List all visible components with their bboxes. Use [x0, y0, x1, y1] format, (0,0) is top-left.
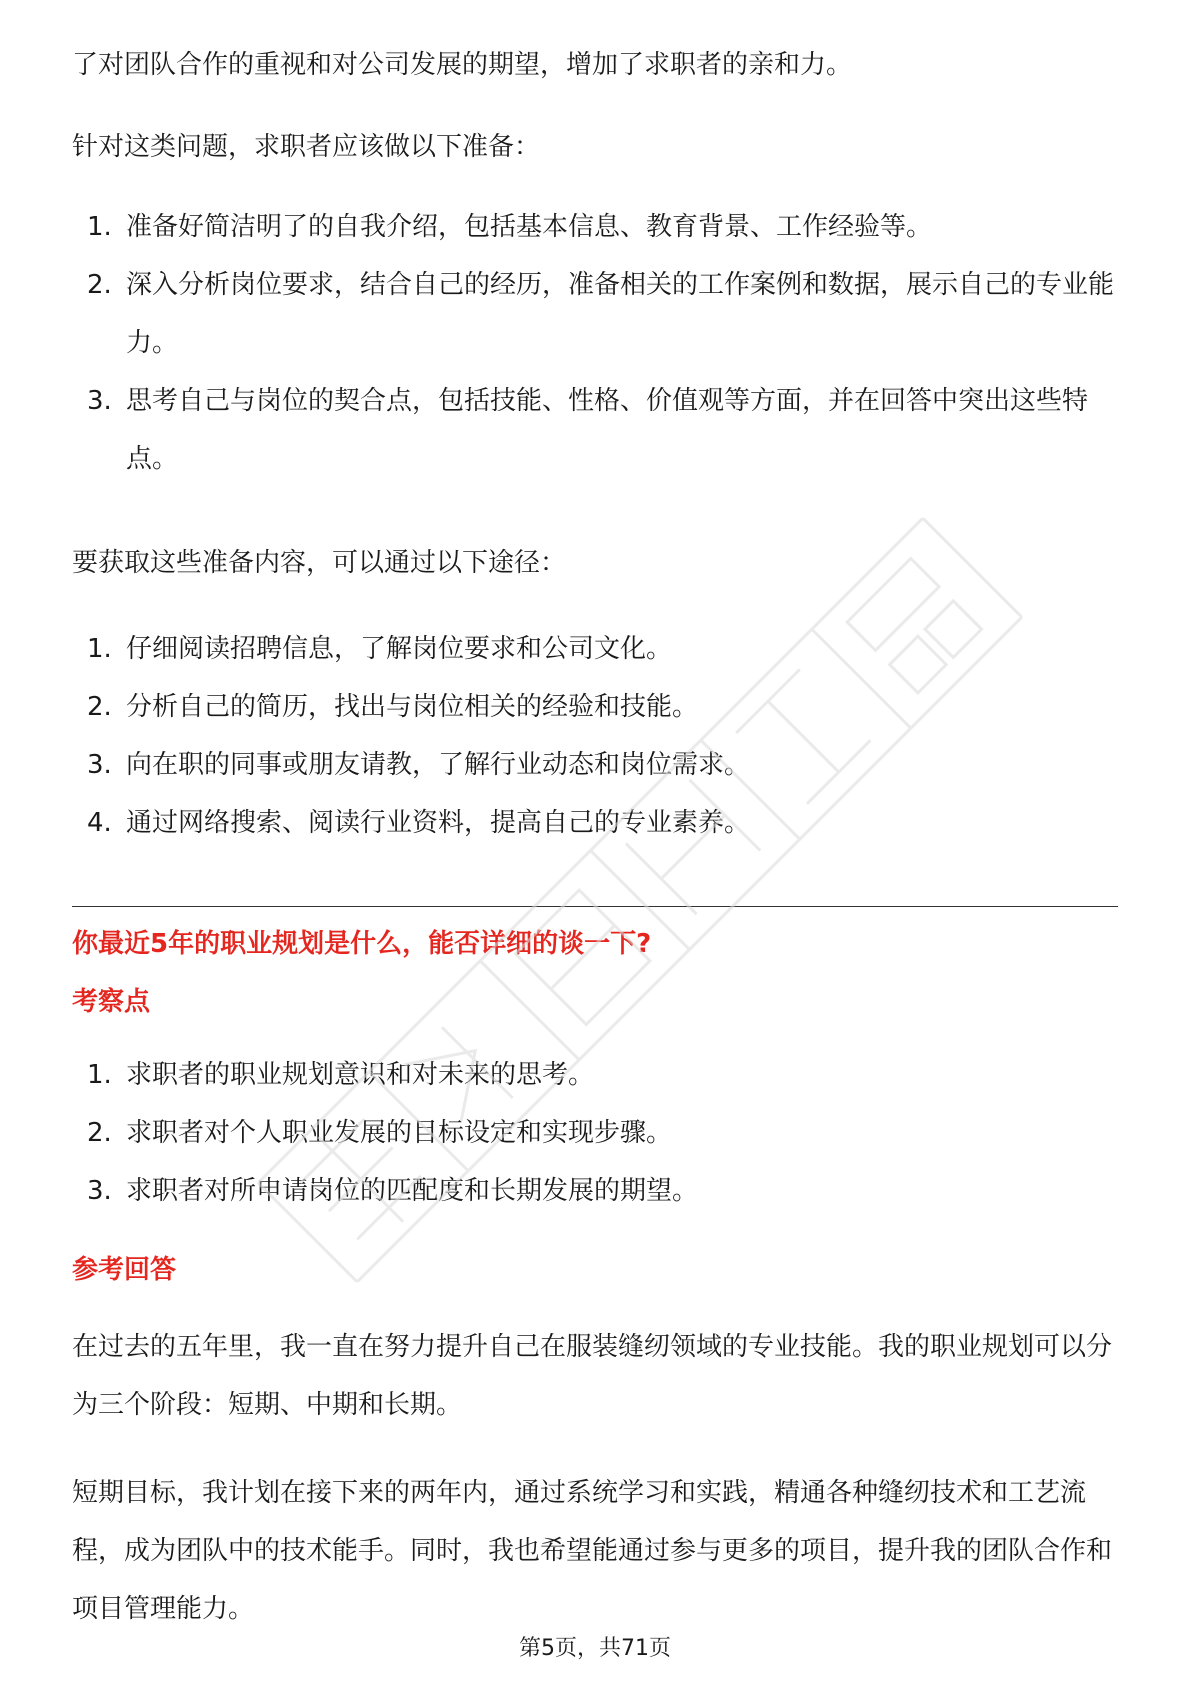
- paragraph-sources-lead: 要获取这些准备内容，可以通过以下途径：: [72, 548, 567, 578]
- list-number: 2.: [87, 692, 112, 722]
- list-number: 1.: [87, 212, 112, 242]
- list-item-text: 求职者对个人职业发展的目标设定和实现步骤。: [126, 1118, 673, 1148]
- list-item: [72, 1162, 1118, 1220]
- list-number: 2.: [87, 270, 112, 300]
- list-item-text: 仔细阅读招聘信息，了解岗位要求和公司文化。: [126, 634, 673, 664]
- list-item: [72, 678, 1118, 736]
- prepare-list: [72, 198, 1118, 488]
- paragraph-intro-tail: 了对团队合作的重视和对公司发展的期望，增加了求职者的亲和力。: [72, 50, 853, 80]
- list-number: 3.: [87, 1176, 112, 1206]
- list-number: 3.: [87, 750, 112, 780]
- list-item: [72, 372, 1118, 488]
- list-item-text: 思考自己与岗位的契合点，包括技能、性格、价值观等方面，并在回答中突出这些特点。: [126, 386, 1089, 474]
- list-item-text: 求职者的职业规划意识和对未来的思考。: [126, 1060, 595, 1090]
- list-item: [72, 736, 1118, 794]
- list-number: 1.: [87, 1060, 112, 1090]
- page-footer: 第5页，共71页: [519, 1636, 671, 1661]
- list-item: [72, 620, 1118, 678]
- list-item-text: 分析自己的简历，找出与岗位相关的经验和技能。: [126, 692, 699, 722]
- list-item: [72, 256, 1118, 372]
- question-title: 你最近5年的职业规划是什么，能否详细的谈一下?: [72, 929, 652, 959]
- focus-heading: 考察点: [72, 987, 151, 1017]
- list-item-text: 求职者对所申请岗位的匹配度和长期发展的期望。: [126, 1176, 699, 1206]
- section-divider: [72, 906, 1118, 907]
- list-item: [72, 198, 1118, 256]
- paragraph-prepare-lead: 针对这类问题，求职者应该做以下准备：: [72, 132, 541, 162]
- list-number: 2.: [87, 1118, 112, 1148]
- answer-heading: 参考回答: [72, 1255, 177, 1285]
- list-item-text: 深入分析岗位要求，结合自己的经历，准备相关的工作案例和数据，展示自己的专业能力。: [126, 270, 1115, 358]
- list-number: 3.: [87, 386, 112, 416]
- list-item: [72, 1104, 1118, 1162]
- list-item-text: 通过网络搜索、阅读行业资料，提高自己的专业素养。: [126, 808, 751, 838]
- list-number: 4.: [87, 808, 112, 838]
- paragraph-answer-intro: 在过去的五年里，我一直在努力提升自己在服装缝纫领域的专业技能。我的职业规划可以分为三个阶段：短期、中期和长期。: [72, 1332, 1113, 1420]
- list-item-text: 准备好简洁明了的自我介绍，包括基本信息、教育背景、工作经验等。: [126, 212, 933, 242]
- paragraph-short-term: 短期目标，我计划在接下来的两年内，通过系统学习和实践，精通各种缝纫技术和工艺流程，成为团队中的技术能手。同时，我也希望能通过参与更多的项目，提升我的团队合作和项目管理能力。: [72, 1478, 1113, 1624]
- focus-list: [72, 1046, 1118, 1220]
- list-item: [72, 794, 1118, 852]
- list-number: 1.: [87, 634, 112, 664]
- list-item-text: 向在职的同事或朋友请教，了解行业动态和岗位需求。: [126, 750, 751, 780]
- sources-list: [72, 620, 1118, 852]
- list-item: [72, 1046, 1118, 1104]
